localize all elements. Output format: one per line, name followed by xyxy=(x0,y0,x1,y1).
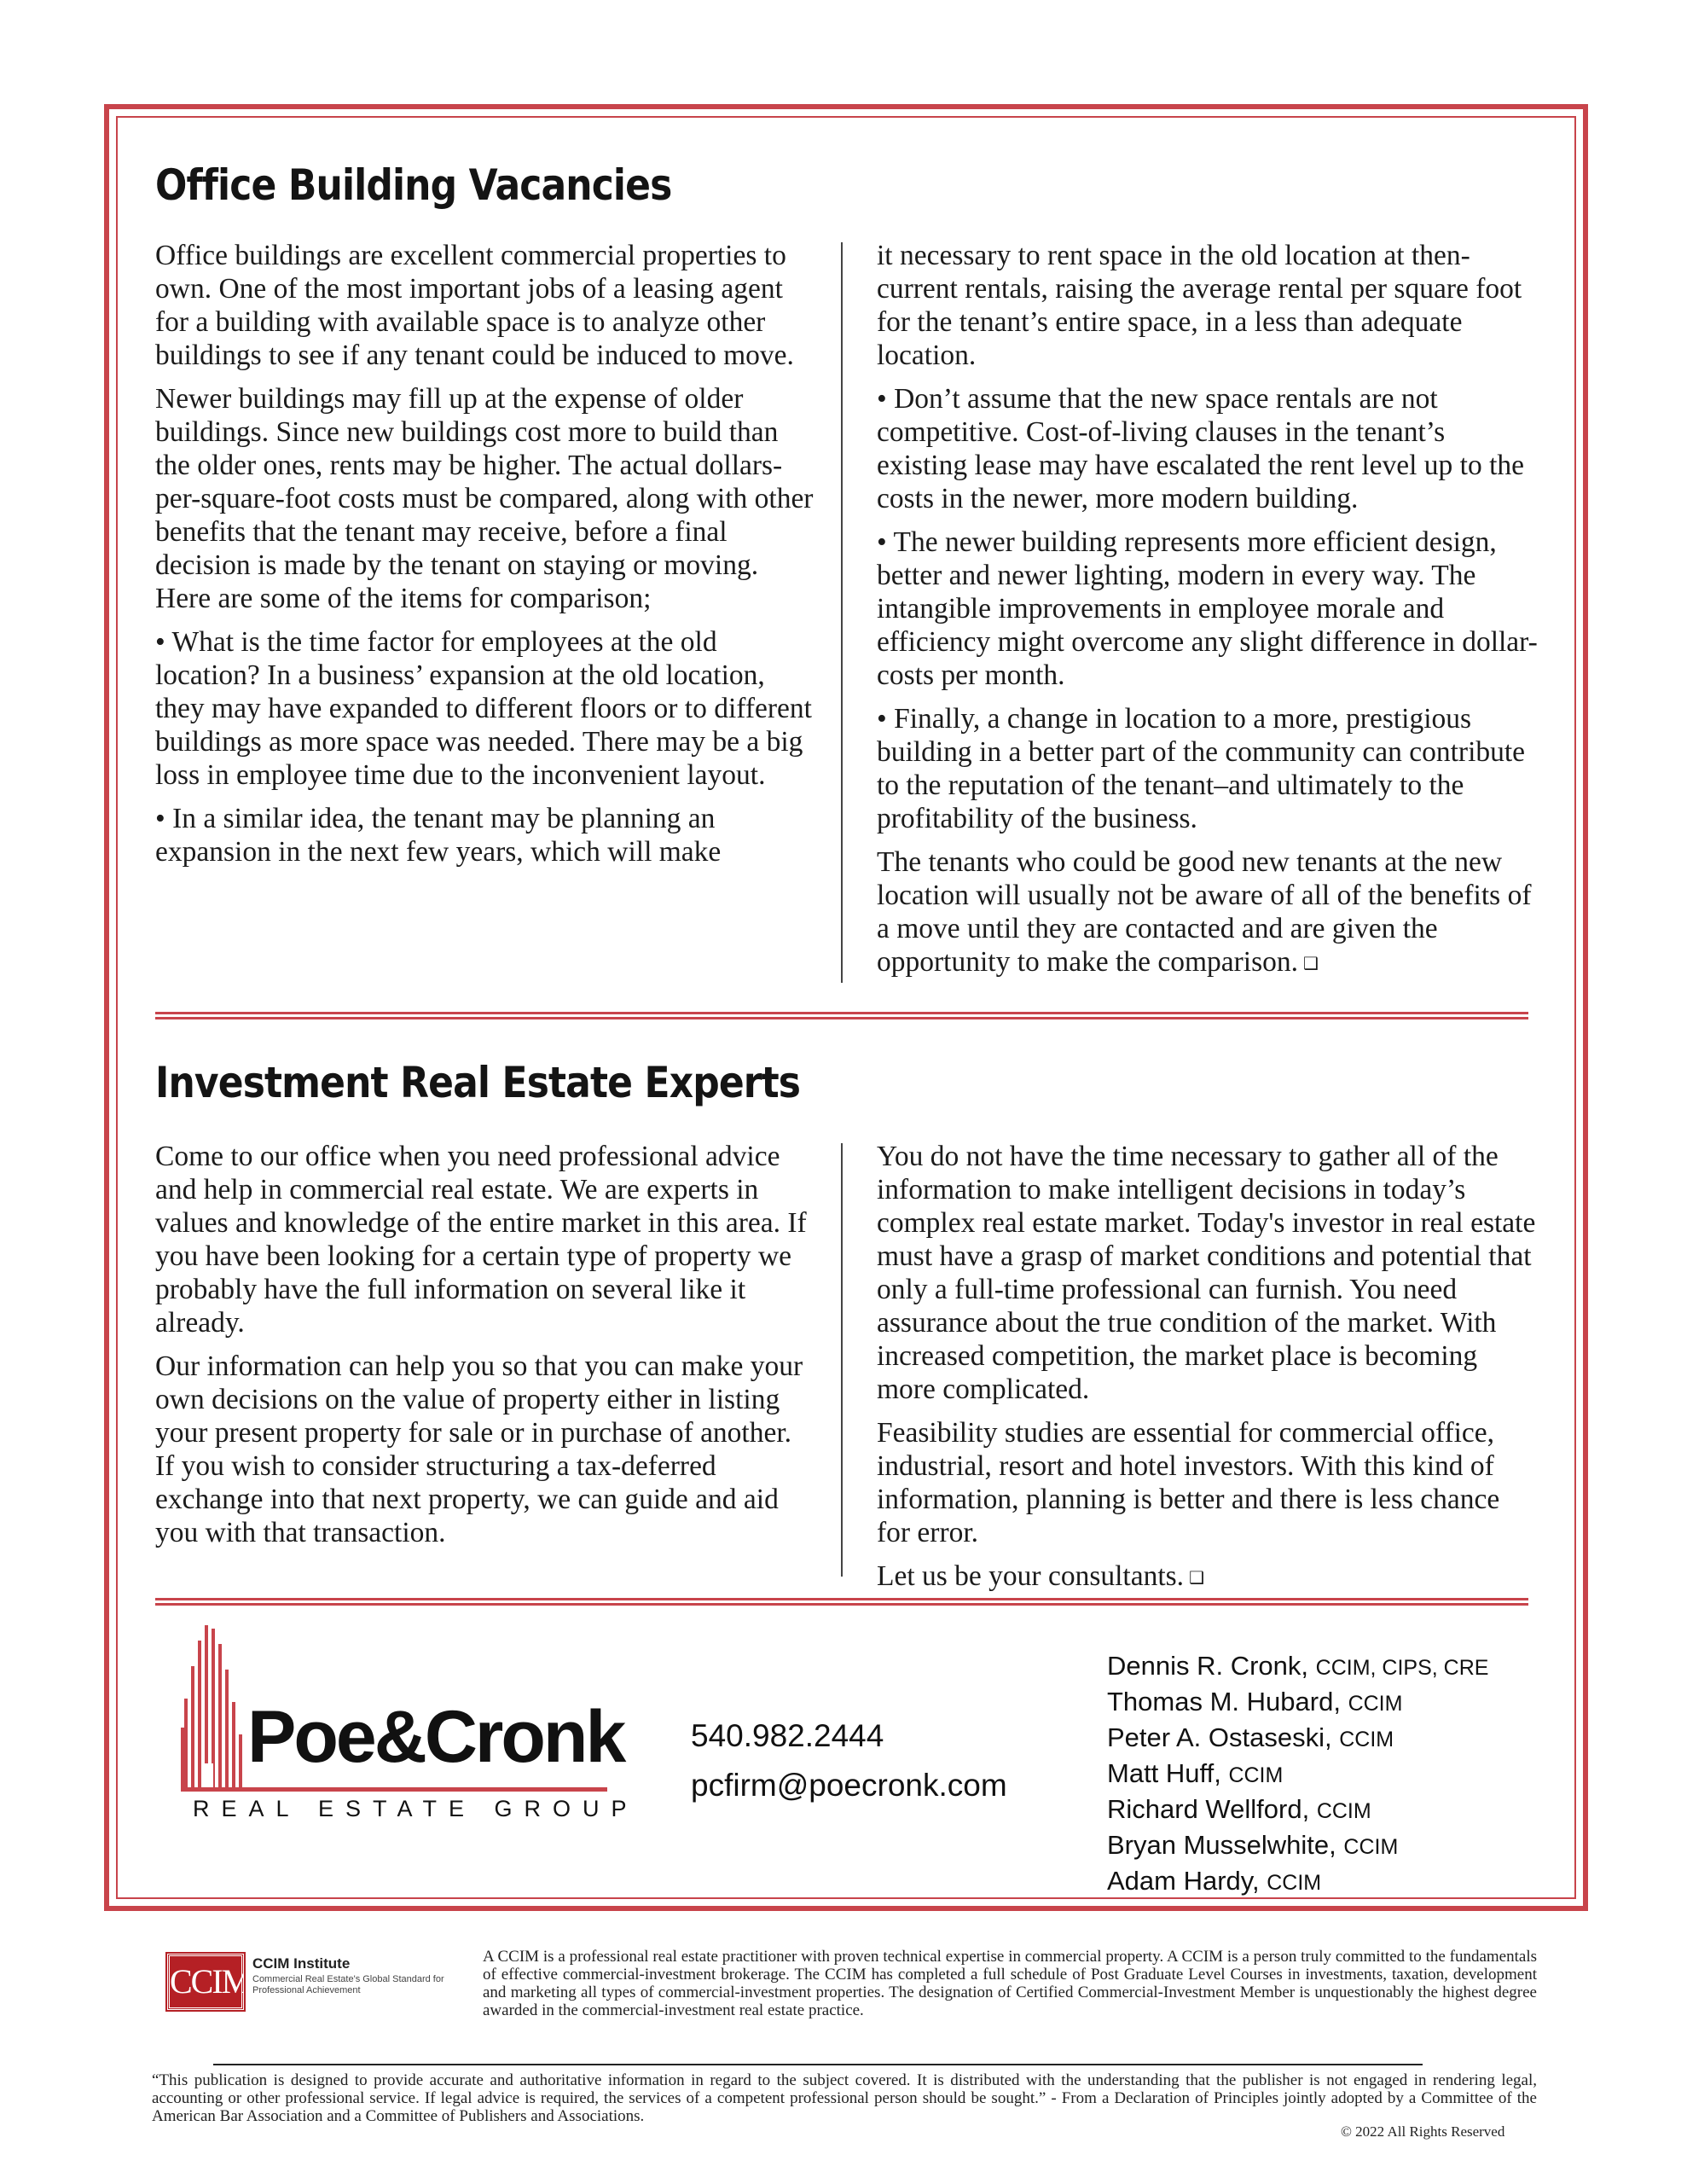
agent-name: Peter A. Ostaseski, xyxy=(1107,1722,1332,1752)
bullet-paragraph: • In a similar idea, the tenant may be planning an expansion in the next few years, which will make xyxy=(155,803,722,868)
agent-name: Dennis R. Cronk, xyxy=(1107,1651,1309,1681)
ccim-tagline: Commercial Real Estate's Global Standard for Professional Achievement xyxy=(252,1974,444,1995)
article-title-office-vacancies: Office Building Vacancies xyxy=(155,160,672,210)
agent-credentials: CCIM xyxy=(1267,1871,1322,1895)
agent-credentials: CCIM xyxy=(1228,1763,1284,1787)
ccim-institute-logo xyxy=(167,1954,444,2010)
ccim-institute-name: CCIM Institute xyxy=(252,1955,351,1972)
paragraph: You do not have the time necessary to gather all of the information to make intelligent decisions in today’s complex real estate market. Today's investor in real estate must have a grasp of market conditions and potential that only a full-time professional can furnish. You need assurance about the true condition of the market. With increased competition, the market place is becoming more complicated. xyxy=(877,1141,1536,1405)
building-icon xyxy=(181,1625,249,1787)
agent-name: Bryan Musselwhite, xyxy=(1107,1830,1336,1860)
column-divider xyxy=(841,242,843,983)
email-address: pcfirm@poecronk.com xyxy=(691,1768,1007,1803)
article2-left-column xyxy=(155,1140,817,1560)
agent-entry xyxy=(1107,1649,1488,1685)
paragraph: Come to our office when you need professional advice and help in commercial real estate. We are experts in values and knowledge of the entire market in this area. If you have been looking for a certain type of property we probably have the full information on several like it already. xyxy=(155,1141,807,1339)
footer-rule xyxy=(213,2064,1423,2065)
agent-credentials: CCIM xyxy=(1343,1835,1399,1859)
article1-right-column xyxy=(877,239,1539,990)
logo-wordmark: Poe&Cronk xyxy=(247,1696,624,1778)
paragraph-text: The tenants who could be good new tenants at the new location will usually not be aware of all of the benefits of a move until they are contacted and are given the opportunity to make the comparison. xyxy=(877,846,1532,978)
agent-list xyxy=(1107,1649,1488,1900)
company-logo xyxy=(181,1625,639,1821)
bullet-paragraph: • Don’t assume that the new space rentals are not competitive. Cost-of-living clauses in the tenant’s existing lease may have escalated the rent level up to the costs in the newer, more modern building. xyxy=(877,383,1525,514)
end-mark-icon: ❑ xyxy=(1303,953,1319,973)
agent-name: Thomas M. Hubard, xyxy=(1107,1687,1341,1716)
logo-subtitle: REAL ESTATE GROUP xyxy=(193,1796,639,1821)
bullet-paragraph: • The newer building represents more efficient design, better and newer lighting, modern in every way. The intangible improvements in employee morale and efficiency might overcome any slight difference in dollar-costs per month. xyxy=(877,526,1538,691)
section-separator xyxy=(155,1012,1528,1019)
agent-credentials: CCIM xyxy=(1339,1728,1394,1751)
agent-entry xyxy=(1107,1685,1488,1721)
copyright-notice: © 2022 All Rights Reserved xyxy=(1341,2123,1505,2140)
article-title-investment-experts: Investment Real Estate Experts xyxy=(155,1058,801,1107)
ccim-description: A CCIM is a professional real estate practitioner with proven technical expertise in commercial property. A CCIM is a person truly committed to the fundamentals of effective commercial-investment brokerage. The CCIM has completed a full schedule of Post Graduate Level Courses in investments, taxation, development and marketing all types of commercial-investment properties. The designation of Certified Commercial-Investment Member is unquestionably the highest degree awarded in the commercial-investment real estate practice. xyxy=(483,1948,1537,2019)
agent-entry xyxy=(1107,1864,1488,1900)
bullet-paragraph: • What is the time factor for employees at the old location? In a business’ expansion at the old location, they may have expanded to different floors or to different buildings as more space was needed. There may be a big loss in employee time due to the inconvenient layout. xyxy=(155,626,812,791)
article1-left-column xyxy=(155,239,817,879)
logo-underline xyxy=(181,1787,607,1792)
agent-entry xyxy=(1107,1757,1488,1792)
paragraph-text: Let us be your consultants. xyxy=(877,1560,1185,1592)
agent-name: Adam Hardy, xyxy=(1107,1866,1260,1896)
phone-number: 540.982.2444 xyxy=(691,1718,884,1753)
paragraph: it necessary to rent space in the old location at then-current rentals, raising the average rental per square foot for the tenant’s entire space, in a less than adequate location. xyxy=(877,240,1522,371)
agent-entry xyxy=(1107,1721,1488,1757)
agent-name: Richard Wellford, xyxy=(1107,1794,1310,1824)
section-separator xyxy=(155,1598,1528,1606)
column-divider xyxy=(841,1143,843,1577)
paragraph: Feasibility studies are essential for commercial office, industrial, resort and hotel investors. With this kind of information, planning is better and there is less chance for error. xyxy=(877,1417,1500,1548)
paragraph-closing xyxy=(877,1560,1539,1594)
bullet-paragraph: • Finally, a change in location to a more, prestigious building in a better part of the community can contribute to the reputation of the tenant–and ultimately to the profitability of the business. xyxy=(877,703,1526,834)
paragraph: Our information can help you so that you can make your own decisions on the value of property either in listing your present property for sale or in purchase of another. If you wish to consider structuring a tax-deferred exchange into that next property, we can guide and aid you with that transaction. xyxy=(155,1350,803,1548)
paragraph-closing xyxy=(877,845,1539,980)
legal-disclaimer: “This publication is designed to provide accurate and authoritative information in regard to the subject covered. It is distributed with the understanding that the publisher is not engaged in rendering legal, accounting or other professional service. If legal advice is required, the services of a competent professional person should be sought.” - From a Declaration of Principles jointly adopted by a Committee of the American Bar Association and a Committee of Publishers and Associations. xyxy=(152,2071,1537,2125)
paragraph: Newer buildings may fill up at the expense of older buildings. Since new buildings cost more to build than the older ones, rents may be higher. The actual dollars-per-square-foot costs must be compared, along with other benefits that the tenant may receive, before a final decision is made by the tenant on staying or moving. Here are some of the items for comparison; xyxy=(155,383,814,614)
end-mark-icon: ❑ xyxy=(1189,1567,1204,1588)
agent-credentials: CCIM xyxy=(1316,1799,1371,1823)
agent-credentials: CCIM, CIPS, CRE xyxy=(1315,1656,1489,1680)
article2-right-column xyxy=(877,1140,1539,1605)
agent-entry xyxy=(1107,1792,1488,1828)
agent-entry xyxy=(1107,1828,1488,1864)
paragraph: Office buildings are excellent commercial properties to own. One of the most important jobs of a leasing agent for a building with available space is to analyze other buildings to see if any tenant could be induced to move. xyxy=(155,240,794,371)
agent-credentials: CCIM xyxy=(1348,1692,1403,1716)
ccim-mark: CCIM xyxy=(167,1954,244,2010)
agent-name: Matt Huff, xyxy=(1107,1758,1221,1788)
